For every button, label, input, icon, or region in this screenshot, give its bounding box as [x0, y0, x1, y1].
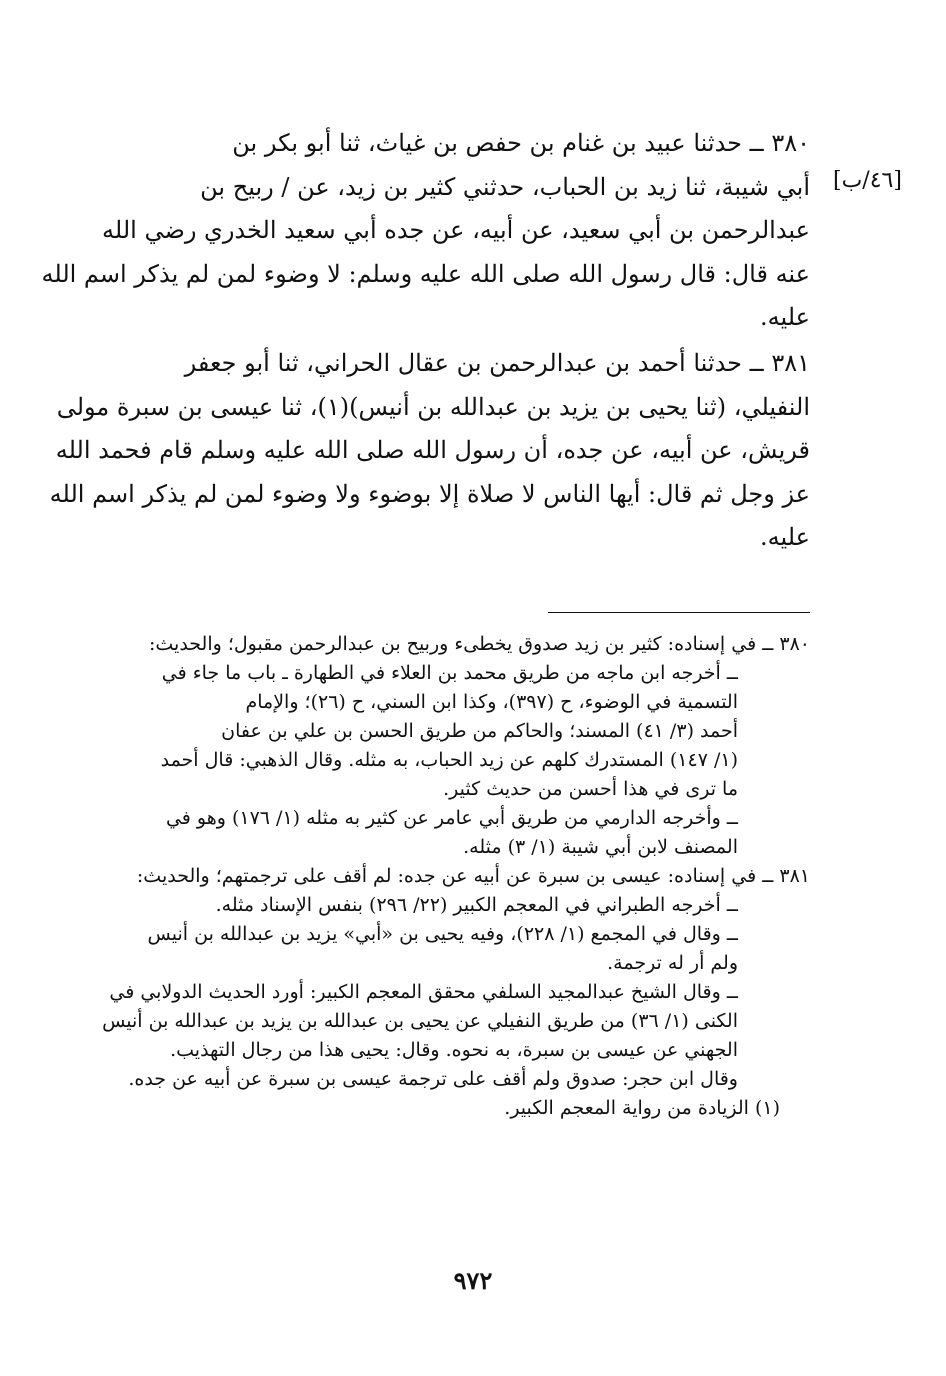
- page-number: ٩٧٢: [453, 1266, 493, 1295]
- footnote-note-1: (١) الزيادة من رواية المعجم الكبير.: [504, 1097, 780, 1119]
- footnote-381-line-6: الكنى (١/ ٣٦) من طريق النفيلي عن يحيى بن عبدالله بن يزيد بن عبدالله بن أنيس: [102, 1010, 738, 1032]
- footnote-380-line-6: ما ترى في هذا أحسن من حديث كثير.: [443, 778, 738, 800]
- hadith-380-line-3: عبدالرحمن بن أبي سعيد، عن أبيه، عن جده أبي سعيد الخدري رضي الله: [102, 216, 810, 244]
- footnote-380-line-1: ٣٨٠ ــ في إسناده: كثير بن زيد صدوق يخطىء وربيح بن عبدالرحمن مقبول؛ والحديث:: [148, 633, 810, 655]
- footnote-380-line-5: (١/ ١٤٧) المستدرك كلهم عن زيد الحباب، به مثله. وقال الذهبي: قال أحمد: [160, 749, 738, 771]
- manuscript-folio-marker: [٤٦/ب]: [833, 168, 902, 193]
- footnote-381-line-5: ــ وقال الشيخ عبدالمجيد السلفي محقق المعجم الكبير: أورد الحديث الدولابي في: [109, 981, 738, 1003]
- hadith-381-line-4: عز وجل ثم قال: أيها الناس لا صلاة إلا بوضوء ولا وضوء لمن لم يذكر اسم الله: [49, 479, 810, 508]
- hadith-380-paragraph: [41, 122, 810, 340]
- hadith-381-line-5: عليه.: [759, 523, 810, 551]
- hadith-380-line-2: أبي شيبة، ثنا زيد بن الحباب، حدثني كثير بن زيد، عن / ربيح بن: [200, 172, 810, 201]
- footnotes-section: [102, 630, 810, 1123]
- hadith-381-line-3: قريش، عن أبيه، عن جده، أن رسول الله صلى الله عليه وسلم قام فحمد الله: [55, 436, 810, 464]
- footnote-380-line-7: ــ وأخرجه الدارمي من طريق أبي عامر عن كثير به مثله (١/ ١٧٦) وهو في: [165, 807, 738, 829]
- footnote-381-line-8: وقال ابن حجر: صدوق ولم أقف على ترجمة عيسى بن سبرة عن أبيه عن جده.: [128, 1068, 738, 1090]
- hadith-380-line-4: عنه قال: قال رسول الله صلى الله عليه وسلم: لا وضوء لمن لم يذكر اسم الله: [41, 259, 810, 288]
- hadith-381-line-2: النفيلي، (ثنا يحيى بن يزيد بن عبدالله بن أنيس)(١)، ثنا عيسى بن سبرة مولى: [56, 392, 810, 421]
- footnote-381-line-3: ــ وقال في المجمع (١/ ٢٢٨)، وفيه يحيى بن «أبي» يزيد بن عبدالله بن أنيس: [147, 923, 738, 945]
- footnote-380-line-3: التسمية في الوضوء، ح (٣٩٧)، وكذا ابن السني، ح (٢٦)؛ والإمام: [245, 691, 738, 713]
- footnote-381-line-1: ٣٨١ ــ في إسناده: عيسى بن سبرة عن أبيه عن جده: لم أقف على ترجمتهم؛ والحديث:: [136, 865, 810, 887]
- footnote-380-line-8: المصنف لابن أبي شيبة (١/ ٣) مثله.: [463, 836, 738, 858]
- footnote-381: [102, 862, 810, 1094]
- footnote-380: [110, 630, 810, 862]
- footnote-381-line-7: الجهني عن عيسى بن سبرة، به نحوه. وقال: يحيى هذا من رجال التهذيب.: [170, 1039, 738, 1061]
- footnote-380-line-4: أحمد (٣/ ٤١) المسند؛ والحاكم من طريق الحسن بن علي بن عفان: [221, 720, 738, 742]
- footnote-separator: [548, 612, 810, 613]
- footnote-381-line-4: ولم أر له ترجمة.: [607, 952, 738, 974]
- hadith-380-line-5: عليه.: [759, 303, 810, 331]
- footnote-381-line-2: ــ أخرجه الطبراني في المعجم الكبير (٢٢/ ٢٩٦) بنفس الإسناد مثله.: [215, 894, 738, 916]
- hadith-380-line-1: ٣٨٠ ــ حدثنا عبيد بن غنام بن حفص بن غياث، ثنا أبو بكر بن: [232, 129, 810, 157]
- footnote-380-line-2: ــ أخرجه ابن ماجه من طريق محمد بن العلاء في الطهارة ـ باب ما جاء في: [161, 662, 738, 684]
- hadith-381-line-1: ٣٨١ ــ حدثنا أحمد بن عبدالرحمن بن عقال الحراني، ثنا أبو جعفر: [184, 349, 810, 377]
- hadith-381-paragraph: [49, 342, 810, 560]
